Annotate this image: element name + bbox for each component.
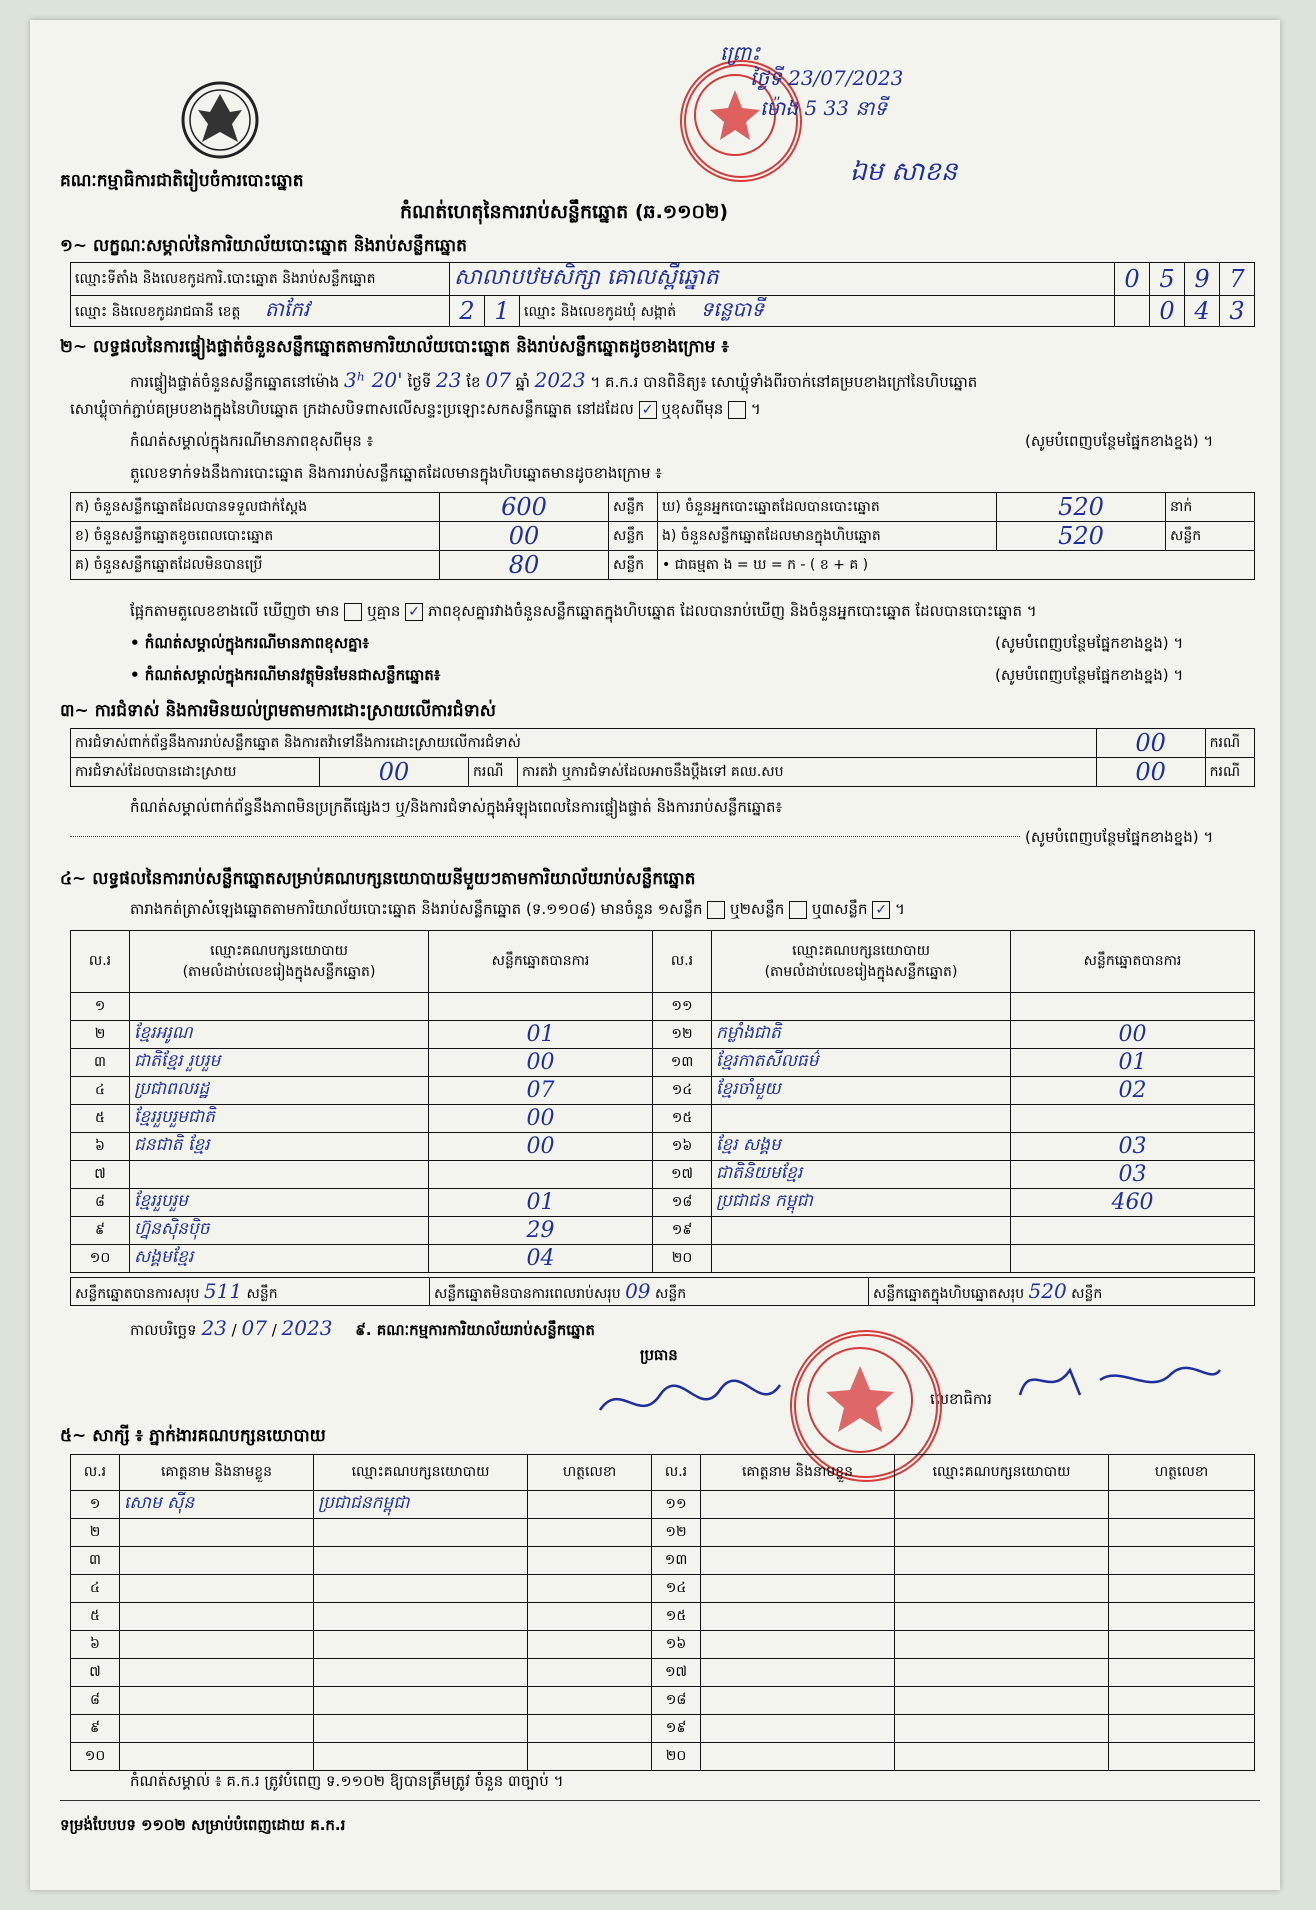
witness-signature xyxy=(528,1575,652,1603)
result-row xyxy=(71,993,1255,1021)
commune-label: ឈ្មោះ និងលេខកូដឃុំ សង្កាត់ ទន្លេបាទី xyxy=(520,296,1115,327)
result-no: ១១ xyxy=(653,993,712,1021)
witness-row xyxy=(71,1575,1255,1603)
result-party: ប្រជាជន កម្ពុជា xyxy=(712,1189,1011,1217)
result-no: ១៧ xyxy=(653,1161,712,1189)
org-name: គណៈកម្មាធិការជាតិរៀបចំការបោះឆ្នោត xyxy=(60,171,304,191)
witness-no: ៣ xyxy=(71,1547,120,1575)
secretary-signature xyxy=(1010,1350,1230,1410)
result-votes: 00 xyxy=(429,1105,653,1133)
witness-party xyxy=(314,1575,528,1603)
result-party: សង្គមខ្មែរ xyxy=(130,1245,429,1273)
tally-sheet-line: តារាងកត់ត្រាសំឡេងឆ្នោតតាមការិយាល័យបោះឆ្នោត និងរាប់សន្លឹកឆ្នោត (ទ.១១០៨) មានចំនួន ១សន្លឹក ឬ២សន្លឹក ឬ៣សន្លឹក ✓ ។ xyxy=(130,900,905,918)
witness-row xyxy=(71,1743,1255,1771)
result-party xyxy=(712,1245,1011,1273)
result-party xyxy=(712,1217,1011,1245)
section2-heading: ២~ លទ្ធផលនៃការផ្ទៀងផ្ទាត់ចំនួនសន្លឹកឆ្នោតតាមការិយាល័យបោះឆ្នោត និងរាប់សន្លឹកឆ្នោតដូចខាងក្រោម ៖ xyxy=(60,337,729,357)
witness-signature xyxy=(1109,1603,1255,1631)
witness-signature xyxy=(1109,1659,1255,1687)
result-votes xyxy=(1011,1245,1255,1273)
result-votes: 460 xyxy=(1011,1189,1255,1217)
result-votes: 02 xyxy=(1011,1077,1255,1105)
witness-name xyxy=(701,1687,895,1715)
result-votes: 04 xyxy=(429,1245,653,1273)
fill-back-note: (សូមបំពេញបន្ថែមផ្នែកខាងខ្នង) ។ xyxy=(1025,432,1214,450)
complaints-value: 00 xyxy=(1096,729,1205,758)
result-votes: 00 xyxy=(429,1049,653,1077)
stamp-note-1: ព្រោះ xyxy=(720,41,761,65)
unchanged-checkbox[interactable]: ✓ xyxy=(639,401,657,419)
irregularity-note: កំណត់សម្គាល់ពាក់ព័ន្ធនឹងភាពមិនប្រក្រតីផ្សេងៗ ឬ/និងការជំទាស់ក្នុងអំឡុងពេលនៃការផ្ទៀងផ្ទាត់ និងការរាប់សន្លឹកឆ្នោត៖ xyxy=(130,798,783,816)
witness-name xyxy=(120,1687,314,1715)
witness-party xyxy=(314,1519,528,1547)
result-no: ២០ xyxy=(653,1245,712,1273)
witness-no: ៧ xyxy=(71,1659,120,1687)
witness-party xyxy=(314,1743,528,1771)
unused-ballots-value: 80 xyxy=(440,551,609,580)
result-votes: 00 xyxy=(429,1133,653,1161)
witness-name xyxy=(701,1547,895,1575)
result-no: ៨ xyxy=(71,1189,130,1217)
stamp-note-3: ម៉ោង 5 33 នាទី xyxy=(760,96,888,120)
result-party: ជាតិខ្មែរ រួបរួម xyxy=(130,1049,429,1077)
location-table xyxy=(70,262,1255,327)
difference-note-label: កំណត់សម្គាល់ក្នុងករណីមានភាពខុសពីមុន ៖ xyxy=(130,432,374,450)
witness-row xyxy=(71,1631,1255,1659)
witness-table: ល.រ គោត្តនាម និងនាមខ្លួន ឈ្មោះគណបក្សនយោបាយ ហត្ថលេខា ល.រ គោត្តនាម និងនាមខ្លួន ឈ្មោះគណបក្សនយោបាយ ហត្ថលេខា ១ សោម សុីន ប្រជាជនកម្ពុជា ១១ ២ ១២ ៣ ១៣ ៤ ១៤ ៥ ១៥ ៦ ១៦ ៧ ១៧ ៨ ១៨ ៩ ១៩ ១០ ២០ xyxy=(70,1454,1255,1771)
result-no: ១៦ xyxy=(653,1133,712,1161)
result-no: ១៩ xyxy=(653,1217,712,1245)
witness-no: ១៩ xyxy=(652,1715,701,1743)
result-party: ប្រជាពលរដ្ឋ xyxy=(130,1077,429,1105)
result-row xyxy=(71,1161,1255,1189)
result-party: កម្លាំងជាតិ xyxy=(712,1021,1011,1049)
result-no: ១៨ xyxy=(653,1189,712,1217)
result-votes: 01 xyxy=(429,1021,653,1049)
witness-row xyxy=(71,1715,1255,1743)
witness-signature xyxy=(1109,1491,1255,1519)
commune-code-digit: 3 xyxy=(1220,296,1255,327)
total-valid: សន្លឹកឆ្នោតបានការសរុប 511 សន្លឹក xyxy=(71,1278,430,1306)
witness-signature xyxy=(528,1603,652,1631)
witness-party xyxy=(895,1631,1109,1659)
witness-party xyxy=(895,1519,1109,1547)
location-code-digit: 7 xyxy=(1220,263,1255,296)
witness-name xyxy=(120,1547,314,1575)
result-votes: 01 xyxy=(1011,1049,1255,1077)
resolved-value: 00 xyxy=(320,758,469,787)
province-code-digit: 2 xyxy=(450,296,485,327)
witness-name xyxy=(120,1575,314,1603)
witness-signature xyxy=(528,1547,652,1575)
result-votes xyxy=(1011,993,1255,1021)
witness-name xyxy=(701,1603,895,1631)
result-party xyxy=(130,993,429,1021)
witness-name xyxy=(701,1659,895,1687)
witness-name xyxy=(701,1575,895,1603)
result-votes: 03 xyxy=(1011,1133,1255,1161)
section5-heading: ៥~ សាក្សី ៖ ភ្នាក់ងារគណបក្សនយោបាយ xyxy=(60,1426,326,1446)
totals-row xyxy=(70,1277,1255,1306)
result-no: ៤ xyxy=(71,1077,130,1105)
witness-name xyxy=(120,1631,314,1659)
figures-intro: តួលេខទាក់ទងនឹងការបោះឆ្នោត និងការរាប់សន្លឹកឆ្នោតដែលមានក្នុងហិបឆ្នោតមានដូចខាងក្រោម ៖ xyxy=(130,464,662,482)
voters-value: 520 xyxy=(997,493,1166,522)
result-party: ហ្វ៊ុនស៊ិនប៉ិច xyxy=(130,1217,429,1245)
witness-signature xyxy=(1109,1687,1255,1715)
signing-date: កាលបរិច្ឆេទ 23 / 07 / 2023 ៩. គណៈកម្មការការិយាល័យរាប់សន្លឹកឆ្នោត xyxy=(130,1316,595,1340)
changed-checkbox[interactable] xyxy=(728,401,746,419)
witness-signature xyxy=(528,1519,652,1547)
witness-no: ២ xyxy=(71,1519,120,1547)
received-ballots-label: ក) ចំនួនសន្លឹកឆ្នោតដែលបានទទួលជាក់ស្តែង xyxy=(71,493,440,522)
location-label: ឈ្មោះទីតាំង និងលេខកូដការិ.បោះឆ្នោត និងរាប់សន្លឹកឆ្នោត xyxy=(71,263,450,296)
result-party xyxy=(712,993,1011,1021)
witness-signature xyxy=(528,1659,652,1687)
result-votes: 29 xyxy=(429,1217,653,1245)
result-votes: 03 xyxy=(1011,1161,1255,1189)
witness-row xyxy=(71,1519,1255,1547)
witness-no: ១ xyxy=(71,1491,120,1519)
result-no: ២ xyxy=(71,1021,130,1049)
result-votes: 00 xyxy=(1011,1021,1255,1049)
stamp-note-4: ឯម សាខន xyxy=(850,157,958,187)
witness-party xyxy=(314,1715,528,1743)
result-votes xyxy=(429,1161,653,1189)
voters-label: ឃ) ចំនួនអ្នកបោះឆ្នោតដែលបានបោះឆ្នោត xyxy=(658,493,997,522)
witness-party: ប្រជាជនកម្ពុជា xyxy=(314,1491,528,1519)
ballot-figures-table: ក) ចំនួនសន្លឹកឆ្នោតដែលបានទទួលជាក់ស្តែង 600 សន្លឹក ឃ) ចំនួនអ្នកបោះឆ្នោតដែលបានបោះឆ្នោត 520 នាក់ ខ) ចំនួនសន្លឹកឆ្នោតខូចពេលបោះឆ្នោត 00 សន្លឹក ង) ចំនួនសន្លឹកឆ្នោតដែលមានក្នុងហិបឆ្នោត 520 សន្លឹក គ) ចំនួនសន្លឹកឆ្នោតដែលមិនបានប្រើ 80 សន្លឹក • ជាធម្មតា ង = ឃ = ក - ( ខ + គ ) xyxy=(70,492,1255,580)
witness-name xyxy=(120,1659,314,1687)
result-no: ១០ xyxy=(71,1245,130,1273)
form-sheet: គណៈកម្មាធិការជាតិរៀបចំការបោះឆ្នោត កំណត់ហេតុនៃការរាប់សន្លឹកឆ្នោត (ឆ.១១០២) ព្រោះ ថ្ងៃទី 23/07/2023 ម៉ោង 5 33 នាទី ឯម សាខន ១~ លក្ខណៈសម្គាល់នៃការិយាល័យបោះឆ្នោត និងរាប់សន្លឹកឆ្នោត ឈ្មោះទីតាំង និងលេខកូដការិ.បោះឆ្នោត និងរាប់សន្លឹកឆ្នោត សាលាបឋមសិក្សា គោលស្ពឺឆ្នោត 0 5 9 7 ឈ្មោះ និងលេខកូដរាជធានី ខេត្ត តាកែវ 2 1 ឈ្មោះ និងលេខកូដឃុំ សង្កាត់ ទន្លេបាទី 0 4 3 ២~ លទ្ធផលនៃការផ្ទៀងផ្ទាត់ចំនួនសន្លឹកឆ្នោតតាមការិយាល័យបោះឆ្នោត និងរាប់សន្លឹកឆ្នោតដូចខាងក្រោម ៖ ការផ្ទៀងផ្ទាត់ចំនួនសន្លឹកឆ្នោតនៅម៉ោង 3ʰ 20' ថ្ងៃទី 23 ខែ 07 ឆ្នាំ 2023 ។ គ.ក.រ បានពិនិត្យ៖ សោឃ្លុំទាំងពីរចាក់នៅគម្របខាងក្រៅនៃហិបឆ្នោត សោឃ្លុំចាក់ភ្ជាប់គម្របខាងក្នុងនៃហិបឆ្នោត ក្រដាសបិទពាសលើសន្ទះប្រឡោះសកសន្លឹកឆ្នោត នៅដដែល ✓ ឬខុសពីមុន ។ កំណត់សម្គាល់ក្នុងករណីមានភាពខុសពីមុន ៖ (សូមបំពេញបន្ថែមផ្នែកខាងខ្នង) ។ តួលេខទាក់ទងនឹងការបោះឆ្នោត និងការរាប់សន្លឹកឆ្នោតដែលមានក្នុងហិបឆ្នោតមានដូចខាងក្រោម ៖ ក) ចំនួនសន្លឹកឆ្នោតដែលបានទទួលជាក់ស្តែង 600 សន្លឹក ឃ) ចំនួនអ្នកបោះឆ្នោតដែលបានបោះឆ្នោត 520 នាក់ ខ) ចំនួនសន្លឹកឆ្នោតខូចពេលបោះឆ្នោត 00 សន្លឹក ង) ចំនួនសន្លឹកឆ្នោតដែលមានក្នុងហិបឆ្នោត 520 សន្លឹក គ) ចំនួនសន្លឹកឆ្នោតដែលមិនបានប្រើ 80 សន្លឹក • ជាធម្មតា ង = ឃ = ក - ( ខ + គ ) ផ្អែកតាមតួលេខខាងលើ ឃើញថា មាន ឬគ្មាន ✓ ភាពខុសគ្នារវាងចំនួនសន្លឹកឆ្នោតក្នុងហិបឆ្នោត ដែលបានរាប់ឃើញ និងចំនួនអ្នកបោះឆ្នោត ដែលបានបោះឆ្នោត ។ • កំណត់សម្គាល់ក្នុងករណីមានភាពខុសគ្នា៖ (សូមបំពេញបន្ថែមផ្នែកខាងខ្នង) ។ • កំណត់សម្គាល់ក្នុងករណីមានវត្ថុមិនមែនជាសន្លឹកឆ្នោត៖ (សូមបំពេញបន្ថែមផ្នែកខាងខ្នង) ។ ៣~ ការជំទាស់ និងការមិនយល់ព្រមតាមការដោះស្រាយលើការជំទាស់ ការជំទាស់ពាក់ព័ន្ធនឹងការរាប់សន្លឹកឆ្នោត និងការតវ៉ាទៅនឹងការដោះស្រាយលើការជំទាស់ 00 ករណី ការជំទាស់ដែលបានដោះស្រាយ 00 ករណី ការតវ៉ា ឬការជំទាស់ដែលអាចនឹងប្តឹងទៅ គឈ.សប 00 ករណី កំណត់សម្គាល់ពាក់ព័ន្ធនឹងភាពមិនប្រក្រតីផ្សេងៗ ឬ/និងការជំទាស់ក្នុងអំឡុងពេលនៃការផ្ទៀងផ្ទាត់ និងការរាប់សន្លឹកឆ្នោត៖ (សូមបំពេញបន្ថែមផ្នែកខាងខ្នង) ។ ៤~ លទ្ធផលនៃការរាប់សន្លឹកឆ្នោតសម្រាប់គណបក្សនយោបាយនីមួយៗតាមការិយាល័យរាប់សន្លឹកឆ្នោត តារាងកត់ត្រាសំឡេងឆ្នោតតាមការិយាល័យបោះឆ្នោត និងរាប់សន្លឹកឆ្នោត (ទ.១១០៨) មានចំនួន ១សន្លឹក ឬ២សន្លឹក ឬ៣សន្លឹក ✓ ។ ល.រ ឈ្មោះគណបក្សនយោបាយ (តាមលំដាប់លេខរៀងក្នុងសន្លឹកឆ្នោត) សន្លឹកឆ្នោតបានការ ល.រ ឈ្មោះគណបក្សនយោបាយ (តាមលំដាប់លេខរៀងក្នុងសន្លឹកឆ្នោត) សន្លឹកឆ្នោតបានការ ១ ១១ ២ ខ្មែរអរូណ 01 ១២ កម្លាំងជាតិ 00 ៣ ជាតិខ្មែរ រួបរួម 00 ១៣ ខ្មែរកាតសីលធម៌ 01 ៤ ប្រជាពលរដ្ឋ 07 ១៤ ខ្មែរចាំមួយ 02 ៥ ខ្មែររួបរួមជាតិ 00 ១៥ ៦ ជនជាតិ ខ្មែរ 00 ១៦ ខ្មែរ សង្គម 03 ៧ ១៧ ជាតិនិយមខ្មែរ 03 ៨ ខ្មែររួបរួម 01 ១៨ ប្រជាជន កម្ពុជា 460 ៩ ហ្វ៊ុនស៊ិនប៉ិច 29 ១៩ ១០ សង្គមខ្មែរ 04 ២០ សន្លឹកឆ្នោតបានការសរុប 511 សន្លឹក សន្លឹកឆ្នោតមិនបានការពេលរាប់សរុប 09 សន្លឹក សន្លឹកឆ្នោតក្នុងហិបឆ្នោតសរុប 520 សន្លឹក កាលបរិច្ឆេទ 23 / 07 / 2023 ៩. គណៈកម្មការការិយាល័យរាប់សន្លឹកឆ្នោត ប្រធាន លេខាធិការ ៥~ សាក្សី ៖ ភ្នាក់ងារគណបក្សនយោបាយ ល.រ គោត្តនាម និងនាមខ្លួន ឈ្មោះគណបក្សនយោបាយ ហត្ថលេខា ល.រ គោត្តនាម និងនាមខ្លួន ឈ្មោះគណបក្សនយោបាយ ហត្ថលេខា ១ សោម សុីន ប្រជាជនកម្ពុជា ១១ ២ ១២ ៣ ១៣ ៤ ១៤ ៥ ១៥ ៦ ១៦ ៧ ១៧ ៨ ១៨ ៩ ១៩ ១០ ២០ កំណត់សម្គាល់ ៖ គ.ក.រ ត្រូវបំពេញ ទ.១១០២ ឱ្យបានត្រឹមត្រូវ ចំនួន ៣ច្បាប់ ។ ទម្រង់បែបបទ ១១០២ សម្រាប់បំពេញដោយ គ.ក.រ xyxy=(30,20,1280,1890)
result-party: ជាតិនិយមខ្មែរ xyxy=(712,1161,1011,1189)
witness-party xyxy=(895,1743,1109,1771)
result-row xyxy=(71,1049,1255,1077)
witness-no: ១៤ xyxy=(652,1575,701,1603)
result-party: ជនជាតិ ខ្មែរ xyxy=(130,1133,429,1161)
result-party: ខ្មែរកាតសីលធម៌ xyxy=(712,1049,1011,1077)
secretary-label: លេខាធិការ xyxy=(930,1390,992,1408)
witness-signature xyxy=(1109,1519,1255,1547)
witness-signature xyxy=(1109,1715,1255,1743)
no-difference-checkbox[interactable]: ✓ xyxy=(405,603,423,621)
result-votes xyxy=(429,993,653,1021)
witness-no: ៦ xyxy=(71,1631,120,1659)
result-party: ខ្មែររួបរួម xyxy=(130,1189,429,1217)
witness-no: ៨ xyxy=(71,1687,120,1715)
result-row xyxy=(71,1021,1255,1049)
ballots-in-box-value: 520 xyxy=(997,522,1166,551)
witness-no: ១០ xyxy=(71,1743,120,1771)
witness-name xyxy=(120,1519,314,1547)
result-no: ៣ xyxy=(71,1049,130,1077)
witness-no: ២០ xyxy=(652,1743,701,1771)
witness-row xyxy=(71,1687,1255,1715)
result-votes xyxy=(1011,1105,1255,1133)
complaints-table: ការជំទាស់ពាក់ព័ន្ធនឹងការរាប់សន្លឹកឆ្នោត និងការតវ៉ាទៅនឹងការដោះស្រាយលើការជំទាស់ 00 ករណី ការជំទាស់ដែលបានដោះស្រាយ 00 ករណី ការតវ៉ា ឬការជំទាស់ដែលអាចនឹងប្តឹងទៅ គឈ.សប 00 ករណី xyxy=(70,728,1255,787)
province-value: តាកែវ xyxy=(264,297,310,321)
witness-party xyxy=(895,1659,1109,1687)
result-party: ខ្មែរអរូណ xyxy=(130,1021,429,1049)
witness-signature xyxy=(1109,1547,1255,1575)
witness-name: សោម សុីន xyxy=(120,1491,314,1519)
location-code-digit: 9 xyxy=(1185,263,1220,296)
result-no: ១៣ xyxy=(653,1049,712,1077)
witness-row xyxy=(71,1547,1255,1575)
party-results-table: ល.រ ឈ្មោះគណបក្សនយោបាយ (តាមលំដាប់លេខរៀងក្នុងសន្លឹកឆ្នោត) សន្លឹកឆ្នោតបានការ ល.រ ឈ្មោះគណបក្សនយោបាយ (តាមលំដាប់លេខរៀងក្នុងសន្លឹកឆ្នោត) សន្លឹកឆ្នោតបានការ ១ ១១ ២ ខ្មែរអរូណ 01 ១២ កម្លាំងជាតិ 00 ៣ ជាតិខ្មែរ រួបរួម 00 ១៣ ខ្មែរកាតសីលធម៌ 01 ៤ ប្រជាពលរដ្ឋ 07 ១៤ ខ្មែរចាំមួយ 02 ៥ ខ្មែររួបរួមជាតិ 00 ១៥ ៦ ជនជាតិ ខ្មែរ 00 ១៦ ខ្មែរ សង្គម 03 ៧ ១៧ ជាតិនិយមខ្មែរ 03 ៨ ខ្មែររួបរួម 01 ១៨ ប្រជាជន កម្ពុជា 460 ៩ ហ្វ៊ុនស៊ិនប៉ិច 29 ១៩ ១០ សង្គមខ្មែរ 04 ២០ xyxy=(70,930,1255,1273)
witness-signature xyxy=(528,1687,652,1715)
witness-name xyxy=(701,1631,895,1659)
result-no: ៧ xyxy=(71,1161,130,1189)
witness-no: ៩ xyxy=(71,1715,120,1743)
commune-value: ទន្លេបាទី xyxy=(700,297,765,321)
verification-line-2: សោឃ្លុំចាក់ភ្ជាប់គម្របខាងក្នុងនៃហិបឆ្នោត ក្រដាសបិទពាសលើសន្ទះប្រឡោះសកសន្លឹកឆ្នោត នៅដដែល ✓ ឬខុសពីមុន ។ xyxy=(70,400,761,418)
result-row xyxy=(71,1217,1255,1245)
result-party: ខ្មែរ សង្គម xyxy=(712,1133,1011,1161)
section4-heading: ៤~ លទ្ធផលនៃការរាប់សន្លឹកឆ្នោតសម្រាប់គណបក្សនយោបាយនីមួយៗតាមការិយាល័យរាប់សន្លឹកឆ្នោត xyxy=(60,869,696,889)
three-sheet-checkbox[interactable]: ✓ xyxy=(872,901,890,919)
witness-party xyxy=(314,1631,528,1659)
witness-name xyxy=(120,1603,314,1631)
chair-signature xyxy=(590,1370,790,1430)
witness-no: ១១ xyxy=(652,1491,701,1519)
witness-no: ១៥ xyxy=(652,1603,701,1631)
witness-party xyxy=(895,1603,1109,1631)
witness-signature xyxy=(1109,1631,1255,1659)
has-difference-checkbox[interactable] xyxy=(344,603,362,621)
ballots-in-box-label: ង) ចំនួនសន្លឹកឆ្នោតដែលមានក្នុងហិបឆ្នោត xyxy=(658,522,997,551)
witness-party xyxy=(895,1547,1109,1575)
footer-note: កំណត់សម្គាល់ ៖ គ.ក.រ ត្រូវបំពេញ ទ.១១០២ ឱ្យបានត្រឹមត្រូវ ចំនួន ៣ច្បាប់ ។ xyxy=(130,1772,564,1790)
result-no: ៦ xyxy=(71,1133,130,1161)
witness-no: ៤ xyxy=(71,1575,120,1603)
witness-signature xyxy=(1109,1575,1255,1603)
witness-party xyxy=(314,1603,528,1631)
province-code-digit: 1 xyxy=(485,296,520,327)
witness-no: ១៣ xyxy=(652,1547,701,1575)
spoiled-ballots-label: ខ) ចំនួនសន្លឹកឆ្នោតខូចពេលបោះឆ្នោត xyxy=(71,522,440,551)
witness-signature xyxy=(528,1631,652,1659)
complaints-label: ការជំទាស់ពាក់ព័ន្ធនឹងការរាប់សន្លឹកឆ្នោត និងការតវ៉ាទៅនឹងការដោះស្រាយលើការជំទាស់ xyxy=(71,729,1097,758)
one-sheet-checkbox[interactable] xyxy=(707,901,725,919)
resolved-label: ការជំទាស់ដែលបានដោះស្រាយ xyxy=(71,758,320,787)
witness-no: ១៨ xyxy=(652,1687,701,1715)
result-party xyxy=(712,1105,1011,1133)
difference-check-line: ផ្អែកតាមតួលេខខាងលើ ឃើញថា មាន ឬគ្មាន ✓ ភាពខុសគ្នារវាងចំនួនសន្លឹកឆ្នោតក្នុងហិបឆ្នោត ដែលបានរាប់ឃើញ និងចំនួនអ្នកបោះឆ្នោត ដែលបានបោះឆ្នោត ។ xyxy=(130,602,1037,620)
form-title: កំណត់ហេតុនៃការរាប់សន្លឹកឆ្នោត (ឆ.១១០២) xyxy=(400,201,729,223)
witness-signature xyxy=(528,1491,652,1519)
result-votes: 01 xyxy=(429,1189,653,1217)
result-votes xyxy=(1011,1217,1255,1245)
witness-no: ១៧ xyxy=(652,1659,701,1687)
result-row xyxy=(71,1077,1255,1105)
stamp-note-2: ថ្ងៃទី 23/07/2023 xyxy=(750,66,904,90)
result-no: ៩ xyxy=(71,1217,130,1245)
witness-party xyxy=(895,1687,1109,1715)
appeals-value: 00 xyxy=(1096,758,1205,787)
witness-party xyxy=(314,1547,528,1575)
two-sheet-checkbox[interactable] xyxy=(789,901,807,919)
result-party: ខ្មែរចាំមួយ xyxy=(712,1077,1011,1105)
location-code-digit: 0 xyxy=(1115,263,1150,296)
result-no: ១៤ xyxy=(653,1077,712,1105)
witness-name xyxy=(120,1715,314,1743)
total-invalid: សន្លឹកឆ្នោតមិនបានការពេលរាប់សរុប 09 សន្លឹក xyxy=(430,1278,869,1306)
result-votes: 07 xyxy=(429,1077,653,1105)
witness-party xyxy=(314,1659,528,1687)
verification-line-1: ការផ្ទៀងផ្ទាត់ចំនួនសន្លឹកឆ្នោតនៅម៉ោង 3ʰ 20' ថ្ងៃទី 23 ខែ 07 ឆ្នាំ 2023 ។ គ.ក.រ បានពិនិត្យ៖ សោឃ្លុំទាំងពីរចាក់នៅគម្របខាងក្រៅនៃហិបឆ្នោត xyxy=(130,368,978,392)
commune-code-digit: 4 xyxy=(1185,296,1220,327)
witness-name xyxy=(701,1491,895,1519)
appeals-label: ការតវ៉ា ឬការជំទាស់ដែលអាចនឹងប្តឹងទៅ គឈ.សប xyxy=(518,758,1097,787)
result-row xyxy=(71,1245,1255,1273)
result-party xyxy=(130,1161,429,1189)
nec-emblem-icon xyxy=(180,80,260,160)
witness-signature xyxy=(1109,1743,1255,1771)
unused-ballots-label: គ) ចំនួនសន្លឹកឆ្នោតដែលមិនបានប្រើ xyxy=(71,551,440,580)
spoiled-ballots-value: 00 xyxy=(440,522,609,551)
witness-no: ១២ xyxy=(652,1519,701,1547)
witness-row xyxy=(71,1603,1255,1631)
result-no: ១២ xyxy=(653,1021,712,1049)
non-ballot-bullet: • កំណត់សម្គាល់ក្នុងករណីមានវត្ថុមិនមែនជាសន្លឹកឆ្នោត៖ xyxy=(130,666,441,684)
witness-signature xyxy=(528,1743,652,1771)
formula-note: • ជាធម្មតា ង = ឃ = ក - ( ខ + គ ) xyxy=(658,551,1255,580)
witness-name xyxy=(120,1743,314,1771)
witness-party xyxy=(314,1687,528,1715)
received-ballots-value: 600 xyxy=(440,493,609,522)
section3-heading: ៣~ ការជំទាស់ និងការមិនយល់ព្រមតាមការដោះស្រាយលើការជំទាស់ xyxy=(60,701,496,721)
difference-bullet: • កំណត់សម្គាល់ក្នុងករណីមានភាពខុសគ្នា៖ xyxy=(130,634,369,652)
location-code-digit: 5 xyxy=(1150,263,1185,296)
result-no: ១ xyxy=(71,993,130,1021)
form-code: ទម្រង់បែបបទ ១១០២ សម្រាប់បំពេញដោយ គ.ក.រ xyxy=(60,1816,346,1834)
chair-label: ប្រធាន xyxy=(640,1346,678,1364)
witness-signature xyxy=(528,1715,652,1743)
result-row xyxy=(71,1189,1255,1217)
result-row xyxy=(71,1105,1255,1133)
total-in-box: សន្លឹកឆ្នោតក្នុងហិបឆ្នោតសរុប 520 សន្លឹក xyxy=(869,1278,1255,1306)
witness-party xyxy=(895,1491,1109,1519)
witness-name xyxy=(701,1715,895,1743)
witness-party xyxy=(895,1575,1109,1603)
commune-code-digit: 0 xyxy=(1150,296,1185,327)
result-no: ១៥ xyxy=(653,1105,712,1133)
witness-name xyxy=(701,1743,895,1771)
witness-no: ១៦ xyxy=(652,1631,701,1659)
province-label: ឈ្មោះ និងលេខកូដរាជធានី ខេត្ត តាកែវ xyxy=(71,296,450,327)
witness-row xyxy=(71,1659,1255,1687)
result-party: ខ្មែររួបរួមជាតិ xyxy=(130,1105,429,1133)
witness-no: ៥ xyxy=(71,1603,120,1631)
location-value: សាលាបឋមសិក្សា គោលស្ពឺឆ្នោត xyxy=(450,263,1115,296)
witness-row xyxy=(71,1491,1255,1519)
result-no: ៥ xyxy=(71,1105,130,1133)
section1-heading: ១~ លក្ខណៈសម្គាល់នៃការិយាល័យបោះឆ្នោត និងរាប់សន្លឹកឆ្នោត xyxy=(60,236,467,256)
witness-name xyxy=(701,1519,895,1547)
witness-party xyxy=(895,1715,1109,1743)
result-row xyxy=(71,1133,1255,1161)
